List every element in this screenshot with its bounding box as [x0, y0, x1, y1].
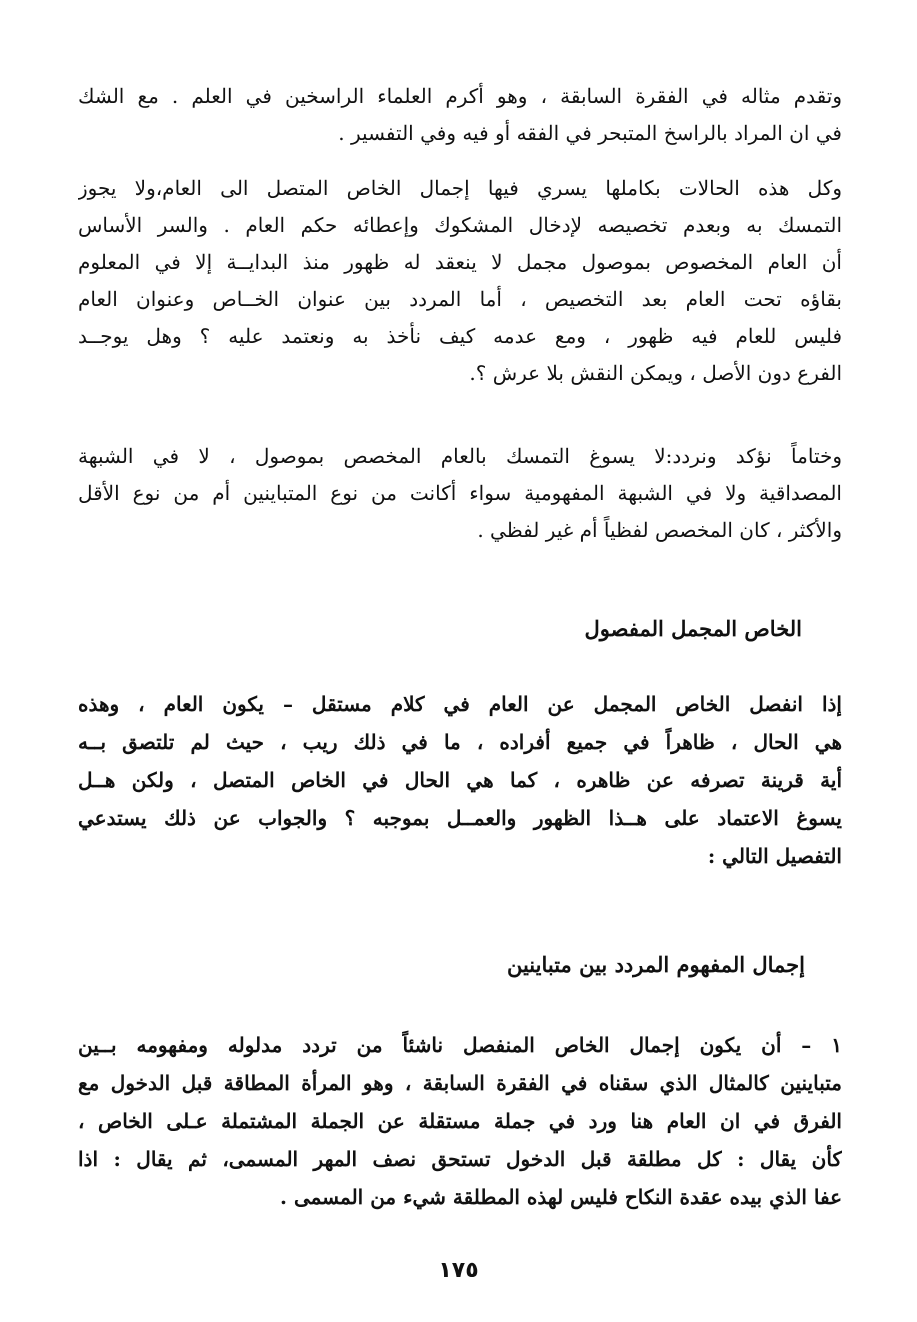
text-line: أن العام المخصوص بموصول مجمل لا ينعقد له ظهور منذ البدايــة إلا في المعلوم	[78, 250, 842, 274]
page-number: ١٧٥	[438, 1258, 479, 1283]
text-line: وكل هذه الحالات بكاملها يسري فيها إجمال الخاص المتصل الى العام،ولا يجوز	[78, 176, 842, 200]
text-line: إذا انفصل الخاص المجمل عن العام في كلام مستقل – يكون العام ، وهذه	[78, 692, 842, 716]
text-line: ١ – أن يكون إجمال الخاص المنفصل ناشئاً من تردد مدلوله ومفهومه بــين	[78, 1033, 842, 1057]
text-line: هي الحال ، ظاهراً في جميع أفراده ، ما في ذلك ريب ، حيث لم تلتصق بــه	[78, 730, 842, 754]
paragraph-1	[78, 78, 842, 152]
section-heading: الخاص المجمل المفصول	[584, 616, 802, 641]
text-line: في ان المراد بالراسخ المتبحر في الفقه أو فيه وفي التفسير .	[338, 121, 842, 145]
paragraph-3	[78, 438, 842, 549]
text-line: وتقدم مثاله في الفقرة السابقة ، وهو أكرم العلماء الراسخين في العلم . مع الشك	[78, 84, 842, 108]
paragraph-2	[78, 170, 842, 392]
text-line: كأن يقال : كل مطلقة قبل الدخول تستحق نصف المهر المسمى، ثم يقال : اذا	[78, 1147, 842, 1171]
text-line: متباينين كالمثال الذي سقناه في الفقرة السابقة ، وهو المرأة المطاقة قبل الدخول مع	[78, 1071, 842, 1095]
text-line: فليس للعام فيه ظهور ، ومع عدمه كيف نأخذ به ونعتمد عليه ؟ وهل يوجــد	[78, 324, 842, 348]
text-line: المصداقية ولا في الشبهة المفهومية سواء أكانت من نوع المتباينين أم من نوع الأقل	[78, 481, 842, 505]
text-line: التمسك به وبعدم تخصيصه لإدخال المشكوك وإعطائه حكم العام . والسر الأساس	[78, 213, 842, 237]
paragraph-5	[78, 1026, 842, 1216]
text-line: بقاؤه تحت العام بعد التخصيص ، أما المردد بين عنوان الخــاص وعنوان العام	[78, 287, 842, 311]
section-heading: إجمال المفهوم المردد بين متباينين	[506, 952, 805, 977]
text-line: الفرق في ان العام هنا ورد في جملة مستقلة عن الجملة المشتملة عـلى الخاص ،	[78, 1109, 842, 1133]
text-line: التفصيل التالي :	[707, 844, 842, 868]
text-line: عفا الذي بيده عقدة النكاح فليس لهذه المطلقة شيء من المسمى .	[280, 1185, 842, 1209]
paragraph-4	[78, 685, 842, 875]
text-line: الفرع دون الأصل ، ويمكن النقش بلا عرش ؟.	[469, 361, 842, 385]
text-line: أية قرينة تصرفه عن ظاهره ، كما هي الحال في الخاص المتصل ، ولكن هــل	[78, 768, 842, 792]
text-line: يسوغ الاعتماد على هــذا الظهور والعمــل بموجبه ؟ والجواب عن ذلك يستدعي	[78, 806, 842, 830]
text-line: والأكثر ، كان المخصص لفظياً أم غير لفظي .	[477, 518, 842, 542]
text-line: وختاماً نؤكد ونردد:لا يسوغ التمسك بالعام المخصص بموصول ، لا في الشبهة	[78, 444, 842, 468]
